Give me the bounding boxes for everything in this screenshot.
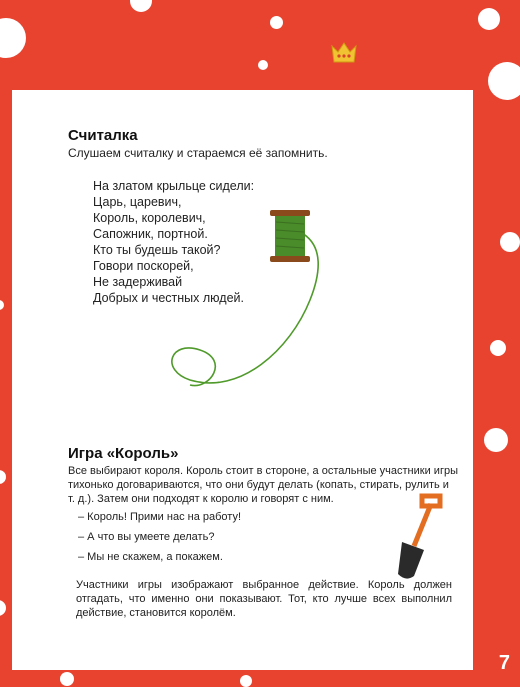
decor-dot [258, 60, 268, 70]
decor-dot [270, 16, 283, 29]
game-description: Все выбирают короля. Король стоит в стороне, а остальные участники игры тихонько договариваются, что они будут делать (копать, стирать, рулить и т. д.). Затем они подходят к королю и говорят с ним. [68, 465, 458, 505]
thread-spool-icon [150, 200, 470, 400]
section-intro: Слушаем считалку и стараемся её запомнить. [68, 146, 328, 160]
dialog-line: – Король! Прими нас на работу! [78, 511, 242, 523]
page-number: 7 [498, 652, 510, 674]
decor-dot [478, 8, 500, 30]
poem-line: Не задерживай [93, 275, 183, 289]
decor-dot [60, 672, 74, 686]
poem-line: Кто ты будешь такой? [93, 243, 221, 257]
poem-line: Говори поскорей, [93, 259, 194, 273]
crown-icon [330, 38, 358, 66]
section-title-game: Игра «Король» [68, 445, 179, 462]
decor-dot [0, 18, 26, 58]
dialog-line: – А что вы умеете делать? [78, 531, 215, 543]
poem-line: Добрых и честных людей. [93, 291, 244, 305]
poem-line: Сапожник, портной. [93, 227, 208, 241]
decor-dot [130, 0, 152, 12]
game-rules: Участники игры изображают выбранное действие. Король должен отгадать, что именно они показывают. Тот, кто лучше всех выполнил действие, становится королём. [76, 579, 452, 619]
decor-dot [484, 428, 508, 452]
decor-dot [0, 300, 4, 310]
section-title-schitalka: Считалка [68, 127, 138, 144]
shovel-icon [380, 492, 450, 584]
poem-line: Царь, царевич, [93, 195, 182, 209]
decor-dot [490, 340, 506, 356]
decor-dot [488, 62, 520, 100]
decor-dot [500, 232, 520, 252]
poem-line: На златом крыльце сидели: [93, 179, 255, 193]
dialog-line: – Мы не скажем, а покажем. [78, 551, 223, 563]
decor-dot [240, 675, 252, 687]
poem-line: Король, королевич, [93, 211, 206, 225]
decor-dot [0, 470, 6, 484]
decor-dot [0, 600, 6, 616]
